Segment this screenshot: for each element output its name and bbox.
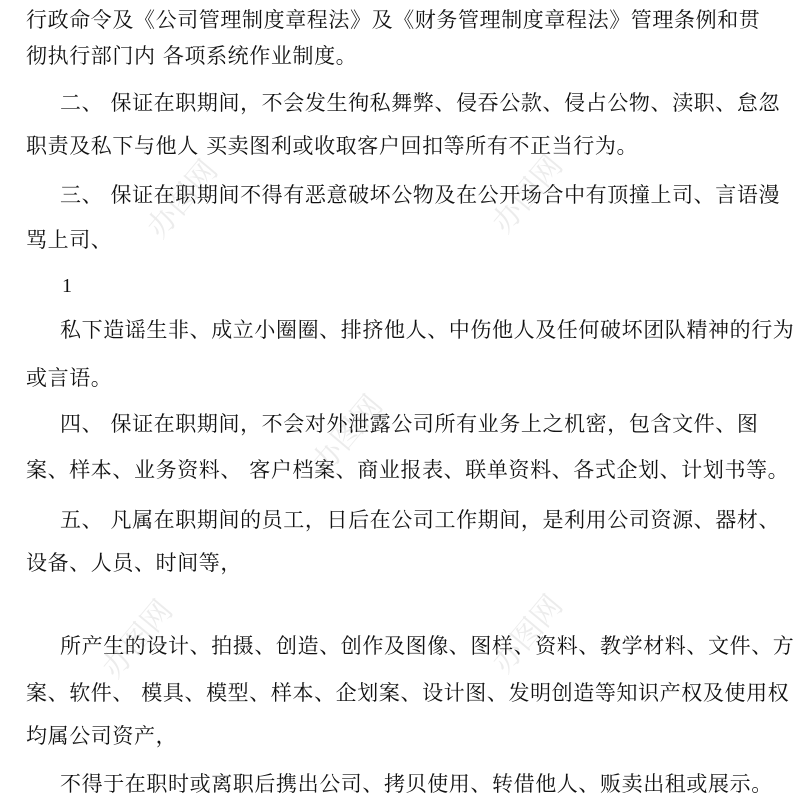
watermark: 办图网 [140,153,226,245]
text-line: 四、 保证在职期间，不会对外泄露公司所有业务上之机密，包含文件、图 [60,412,759,436]
text-line: 均属公司资产， [26,724,178,748]
watermark: 办图网 [95,593,181,685]
text-line: 五、 凡属在职期间的员工，日后在公司工作期间，是利用公司资源、器材、 [60,508,781,532]
text-line: 三、 保证在职期间不得有恶意破坏公物及在公开场合中有顶撞上司、言语漫 [60,183,781,207]
text-line: 行政命令及《公司管理制度章程法》及《财务管理制度章程法》管理条例和贯 [26,8,761,32]
text-line: 案、样本、业务资料、 客户档案、商业报表、联单资料、各式企划、计划书等。 [26,458,790,482]
text-line: 或言语。 [26,366,113,390]
text-line: 案、软件、 模具、模型、样本、企划案、设计图、发明创造等知识产权及使用权 [26,681,790,705]
watermark: 办图网 [305,388,391,480]
text-line: 私下造谣生非、成立小圈圈、排挤他人、中伤他人及任何破坏团队精神的行为 [60,318,795,342]
text-line: 二、 保证在职期间，不会发生徇私舞弊、侵吞公款、侵占公物、渎职、怠忽 [60,91,781,115]
text-line: 所产生的设计、拍摄、创造、创作及图像、图样、资料、教学材料、文件、方 [60,634,795,658]
page-number: 1 [62,275,73,297]
text-line: 不得于在职时或离职后携出公司、拷贝使用、转借他人、贩卖出租或展示。 [60,772,773,796]
text-line: 设备、人员、时间等， [26,551,242,575]
text-line: 骂上司、 [26,228,113,252]
watermark: 办图网 [485,588,571,680]
text-line: 彻执行部门内 各项系统作业制度。 [26,44,358,68]
text-line: 职责及私下与他人 买卖图利或收取客户回扣等所有不正当行为。 [26,134,639,158]
watermark: 办图网 [485,148,571,240]
